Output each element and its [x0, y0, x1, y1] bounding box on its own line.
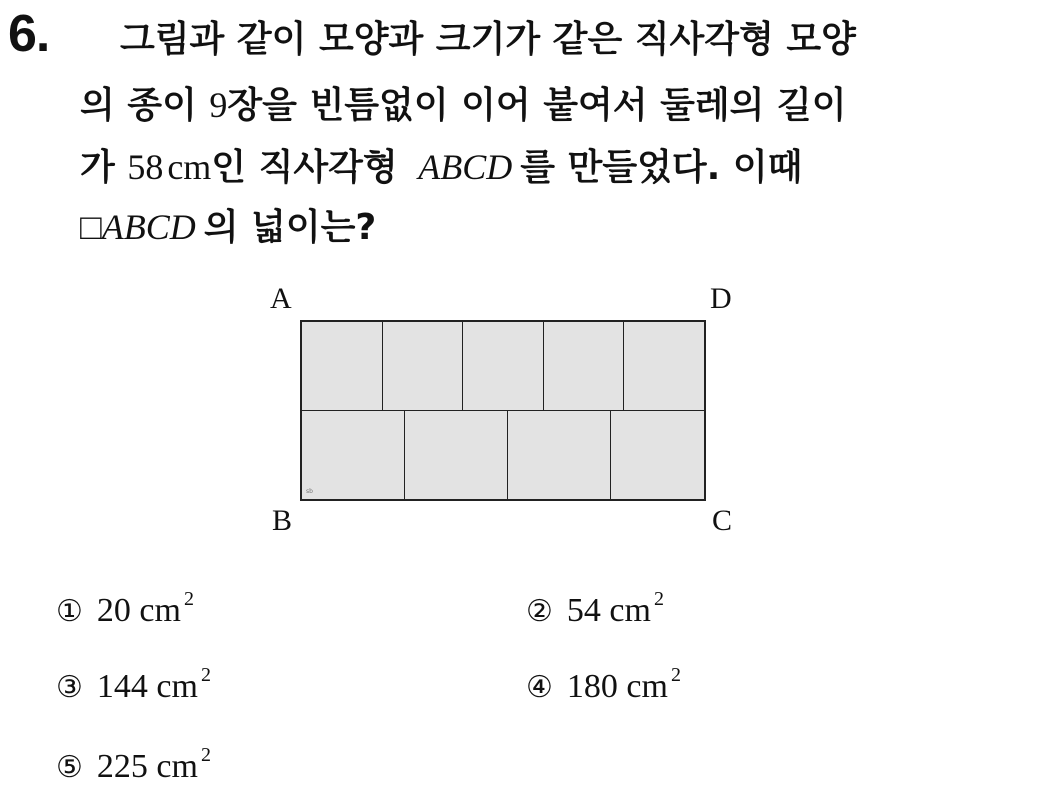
question-text: 의 종이 [80, 85, 210, 126]
choice-marker: ⑤ [56, 750, 83, 785]
paper-sheet [508, 411, 611, 500]
choice-unit: cm [626, 668, 668, 705]
rectangle-name: ABCD [101, 207, 196, 247]
question-text: 장을 빈틈없이 이어 붙여서 둘레의 길이 [227, 85, 847, 126]
question-number: 6. [8, 5, 50, 63]
perimeter-unit: cm [167, 147, 212, 187]
paper-sheet [624, 322, 704, 410]
choice-1[interactable] [56, 588, 194, 630]
square-symbol: □ [80, 207, 102, 247]
question-line-1: 그림과 같이 모양과 크기가 같은 직사각형 모양 [120, 19, 856, 60]
question-text: 의 넓이는? [203, 207, 377, 248]
choice-4[interactable] [526, 664, 681, 706]
question-line-4 [80, 206, 376, 249]
rectangle-figure [260, 280, 760, 550]
question-text: 인 직사각형 [211, 147, 411, 188]
choice-5[interactable] [56, 744, 211, 786]
question-line-3 [80, 146, 802, 189]
paper-sheet [383, 322, 464, 410]
choice-exponent: 2 [200, 664, 211, 686]
question-text: 를 만들었다. 이때 [520, 147, 803, 188]
paper-sheet [302, 322, 383, 410]
choice-exponent: 2 [183, 588, 194, 610]
paper-sheet [302, 411, 405, 500]
choice-3[interactable] [56, 664, 211, 706]
paper-sheet [611, 411, 704, 500]
vertex-label-d: D [710, 282, 732, 315]
choice-unit: cm [156, 668, 198, 705]
choice-value: 225 [96, 748, 148, 785]
tiny-mark: sb [306, 488, 313, 495]
vertex-label-a: A [270, 282, 292, 315]
sheet-count: 9 [209, 85, 228, 125]
choice-2[interactable] [526, 588, 664, 630]
question-text: 가 [80, 147, 128, 188]
top-row [302, 322, 704, 411]
choice-exponent: 2 [200, 744, 211, 766]
bottom-row [302, 411, 704, 500]
vertex-label-b: B [272, 504, 293, 537]
choice-unit: cm [156, 748, 198, 785]
rectangle-name: ABCD [418, 147, 513, 187]
paper-sheet [544, 322, 625, 410]
perimeter-value: 58 [127, 147, 164, 187]
choice-marker: ① [56, 594, 83, 629]
choice-exponent: 2 [653, 588, 664, 610]
choice-value: 54 [566, 592, 601, 629]
choice-unit: cm [139, 592, 181, 629]
choice-value: 20 [96, 592, 131, 629]
paper-sheet [405, 411, 508, 500]
choice-marker: ④ [526, 670, 553, 705]
paper-sheet [463, 322, 544, 410]
choice-value: 180 [566, 668, 618, 705]
choice-value: 144 [96, 668, 148, 705]
choice-exponent: 2 [670, 664, 681, 686]
choice-unit: cm [609, 592, 651, 629]
vertex-label-c: C [712, 504, 733, 537]
question-line-2 [80, 84, 847, 127]
choice-marker: ② [526, 594, 553, 629]
choice-marker: ③ [56, 670, 83, 705]
tiled-rectangle [300, 320, 706, 501]
